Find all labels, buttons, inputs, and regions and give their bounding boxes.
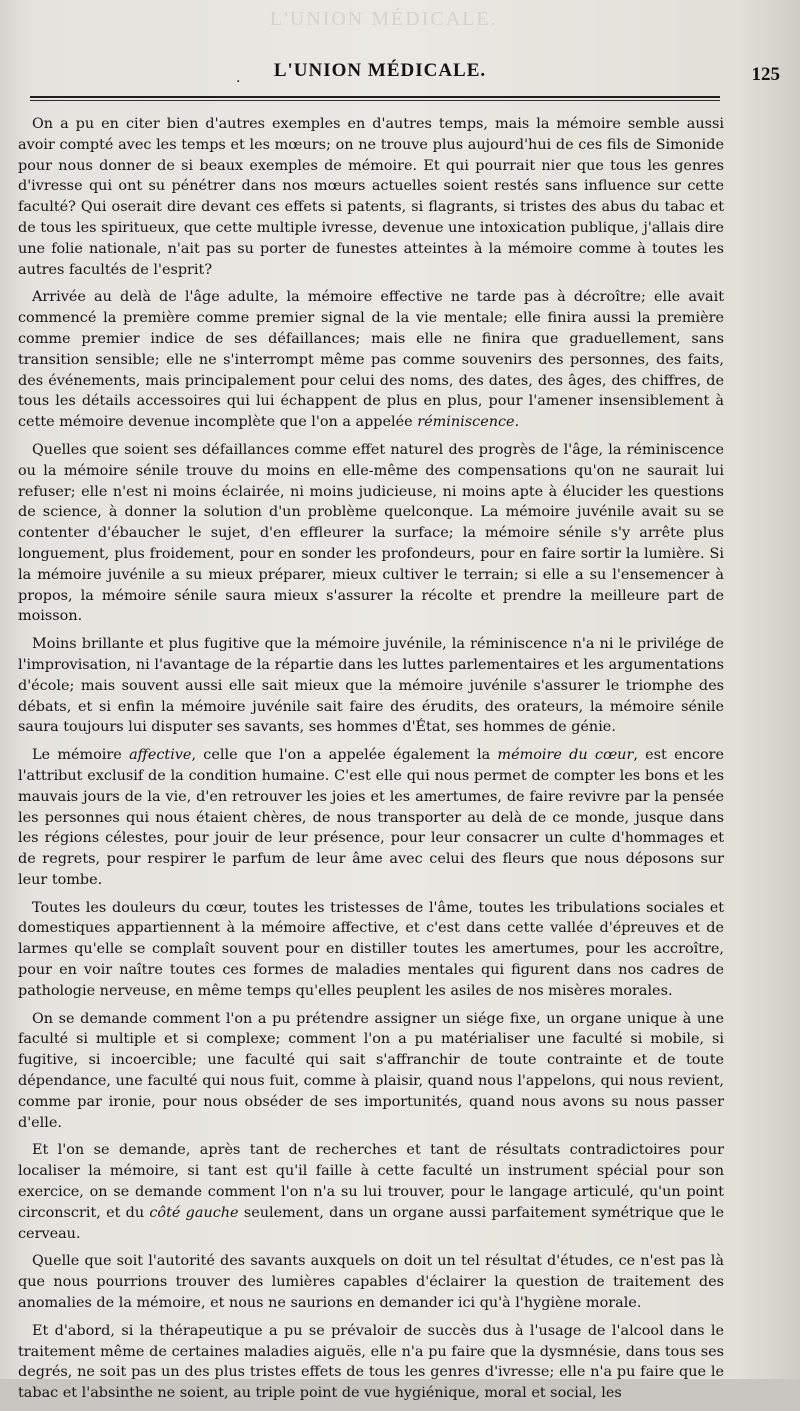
page-number: 125 [751, 64, 780, 85]
paragraph [18, 287, 724, 433]
header-rule-thin [30, 100, 720, 101]
paragraph-text: Le mémoire [32, 747, 130, 764]
paragraph [18, 745, 724, 891]
paragraph [18, 1251, 724, 1313]
paragraph-text: seulement, dans un organe aussi parfaitement symétrique que le cerveau. [18, 1204, 724, 1242]
paragraph-text: , est encore l'attribut exclusif de la condition humaine. C'est elle qui nous permet de compter les bons et les mauvais jours de la vie, d'en retrouver les joies et les amertumes, de faire revivre par la pensée les personnes qui nous étaient chères, de nous transporter au delà de ce monde, jusque dans les régions célestes, pour jouir de leur présence, pour leur consacrer un culte d'hommages et de regrets, pour respirer le parfum de leur âme avec celui des fleurs que nous déposons sur leur tombe. [18, 747, 725, 888]
italic-term: mémoire du cœur [497, 747, 634, 764]
paragraph [18, 114, 724, 280]
paragraph-text: Et l'on se demande, après tant de recherches et tant de résultats contradictoires pour localiser la mémoire, si tant est qu'il faille à cette faculté un instrument spécial pour son exercice, on se demande comment l'on n'a su lui trouver, pour le langage articulé, qu'un point circonscrit, et du [18, 1142, 724, 1221]
paragraph-text: Quelle que soit l'autorité des savants auxquels on doit un tel résultat d'études, ce n'est pas là que nous pourrions trouver des lumières capables d'éclairer la question de traitement des anomalies de la mémoire, et nous ne saurions en demander ici qu'à l'hygiène morale. [18, 1253, 724, 1312]
paragraph-text: Quelles que soient ses défaillances comme effet naturel des progrès de l'âge, la réminiscence ou la mémoire sénile trouve du moins en elle-même des compensations qu'on ne saurait lui refuser; elle n'est ni moins éclairée, ni moins judicieuse, ni moins apte à élucider les questions de science, à donner la solution d'un problème quelconque. La mémoire juvénile avait su se contenter d'ébaucher le sujet, d'en effleurer la surface; la mémoire sénile s'y arrête plus longuement, plus froidement, pour en sonder les profondeurs, pour en faire sortir la lumière. Si la mémoire juvénile a su mieux préparer, mieux cultiver le terrain; si elle a su l'ensemencer à propos, la mémoire sénile saura mieux s'assurer la récolte et prendre la meilleure part de moisson. [18, 441, 724, 625]
paragraph-text: Toutes les douleurs du cœur, toutes les tristesses de l'âme, toutes les tribulations sociales et domestiques appartiennent à la mémoire affective, et c'est dans cette vallée d'épreuves et de larmes qu'elle se complaît souvent pour en distiller toutes les amertumes, pour les accroître, pour en voir naître toutes ces formes de maladies mentales qui figurent dans nos cadres de pathologie nerveuse, en même temps qu'elles peuplent les asiles de nos misères morales. [18, 899, 724, 999]
paragraph-text: , celle que l'on a appelée également la [191, 747, 498, 764]
journal-title: L'UNION MÉDICALE. [273, 60, 487, 81]
paragraph [18, 440, 724, 627]
paragraph-text: Et d'abord, si la thérapeutique a pu se prévaloir de succès dus à l'usage de l'alcool dans le traitement même de certaines maladies aiguës, elle n'a pu faire que la dysmnésie, dans tous ses degrés, ne soit pas un des plus tristes effets de tous les genres d'ivresse; elle n'a pu faire que le tabac et l'absinthe ne soient, au triple point de vue hygiénique, moral et social, les [18, 1322, 724, 1402]
italic-term: réminiscence. [417, 414, 520, 431]
paragraph [18, 634, 724, 738]
paragraph [18, 1321, 724, 1404]
italic-term: affective [129, 747, 192, 764]
paragraph-text: On se demande comment l'on a pu prétendre assigner un siége fixe, un organe unique à une faculté si multiple et si complexe; comment l'on a pu matérialiser une faculté si mobile, si fugitive, si incoercible; une faculté qui sait s'affranchir de toute contrainte et de toute dépendance, une faculté qui nous fuit, comme à plaisir, quand nous l'appelons, qui nous revient, comme par ironie, pour nous obséder de ses importunités, quand nous avons su nous passer d'elle. [18, 1010, 724, 1131]
running-header [30, 58, 780, 92]
paragraph [18, 898, 724, 1002]
header-dot: · [236, 74, 241, 90]
paragraph [18, 1140, 724, 1244]
show-through-text: L'UNION MÉDICALE. [270, 8, 498, 30]
italic-term: côté gauche [149, 1204, 239, 1221]
paragraph-text: Arrivée au delà de l'âge adulte, la mémoire effective ne tarde pas à décroître; elle avait commencé la première comme premier signal de la vie mentale; elle finira aussi la première comme premier indice de ses défaillances; mais elle ne finira que graduellement, sans transition sensible; elle ne s'interrompt même pas comme souvenirs des personnes, des faits, des événements, mais principalement pour celui des noms, des dates, des âges, des chiffres, de tous les détails accessoires qui lui échappent de plus en plus, pour l'amener insensiblement à cette mémoire devenue incomplète que l'on a appelée [18, 289, 724, 431]
paragraph [18, 1009, 724, 1134]
header-rule [30, 96, 720, 98]
paragraph-text: On a pu en citer bien d'autres exemples en d'autres temps, mais la mémoire semble aussi avoir compté avec les temps et les mœurs; on ne trouve plus aujourd'hui de ces fils de Simonide pour nous donner de si beaux exemples de mémoire. Et qui pourrait nier que tous les genres d'ivresse qui ont su pénétrer dans nos mœurs actuelles soient restés sans influence sur cette faculté? Qui oserait dire devant ces effets si patents, si flagrants, si tristes des abus du tabac et de tous les spiritueux, que cette multiple ivresse, devenue une intoxication publique, j'allais dire une folie nationale, n'ait pas su porter de funestes atteintes à la mémoire comme à toutes les autres facultés de l'esprit? [18, 116, 724, 278]
paragraph-text: Moins brillante et plus fugitive que la mémoire juvénile, la réminiscence n'a ni le privilége de l'improvisation, ni l'avantage de la répartie dans les luttes parlementaires et les argumentations d'école; mais souvent aussi elle sait mieux que la mémoire juvénile s'assurer le triomphe des débats, et si enfin la mémoire juvénile sait faire des érudits, des orateurs, la mémoire sénile saura toujours lui disputer ses savants, ses hommes d'État, ses hommes de génie. [18, 636, 724, 736]
article-body [18, 114, 724, 1411]
